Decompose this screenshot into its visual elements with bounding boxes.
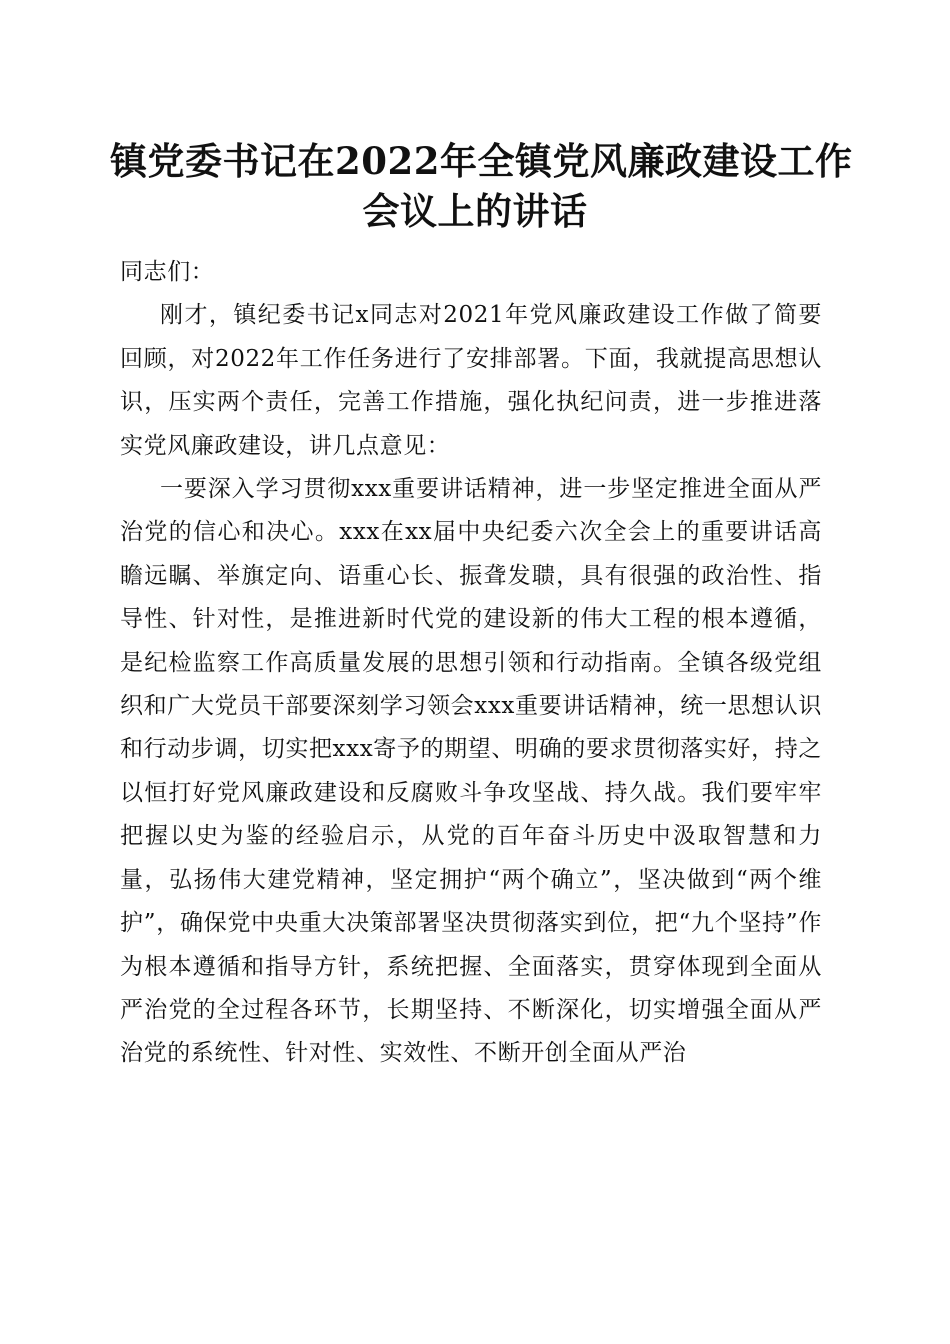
paragraph-intro: 刚才，镇纪委书记x同志对2021年党风廉政建设工作做了简要回顾，对2022年工作任务进行了安排部署。下面，我就提高思想认识，压实两个责任，完善工作措施，强化执纪问责，进一步推进落实党风廉政建设，讲几点意见： bbox=[120, 302, 822, 459]
title-line-2: 会议上的讲话 bbox=[362, 189, 588, 233]
document-title bbox=[110, 136, 853, 236]
title-line-1: 镇党委书记在2022年全镇党风廉政建设工作 bbox=[110, 139, 853, 183]
paragraph-point-1: 一要深入学习贯彻xxx重要讲话精神，进一步坚定推进全面从严治党的信心和决心。xxx在xx届中央纪委六次全会上的重要讲话高瞻远瞩、举旗定向、语重心长、振聋发聩，具有很强的政治性、指导性、针对性，是推进新时代党的建设新的伟大工程的根本遵循，是纪检监察工作高质量发展的思想引领和行动指南。全镇各级党组织和广大党员干部要深刻学习领会xxx重要讲话精神，统一思想认识和行动步调，切实把xxx寄予的期望、明确的要求贯彻落实好，持之以恒打好党风廉政建设和反腐败斗争攻坚战、持久战。我们要牢牢把握以史为鉴的经验启示，从党的百年奋斗历史中汲取智慧和力量，弘扬伟大建党精神，坚定拥护“两个确立”，坚决做到“两个维护”，确保党中央重大决策部署坚决贯彻落实到位，把“九个坚持”作为根本遵循和指导方针，系统把握、全面落实，贯穿体现到全面从严治党的全过程各环节，长期坚持、不断深化，切实增强全面从严治党的系统性、针对性、实效性、不断开创全面从严治 bbox=[120, 476, 822, 1067]
document-body bbox=[120, 251, 822, 1076]
salutation: 同志们： bbox=[120, 259, 215, 285]
